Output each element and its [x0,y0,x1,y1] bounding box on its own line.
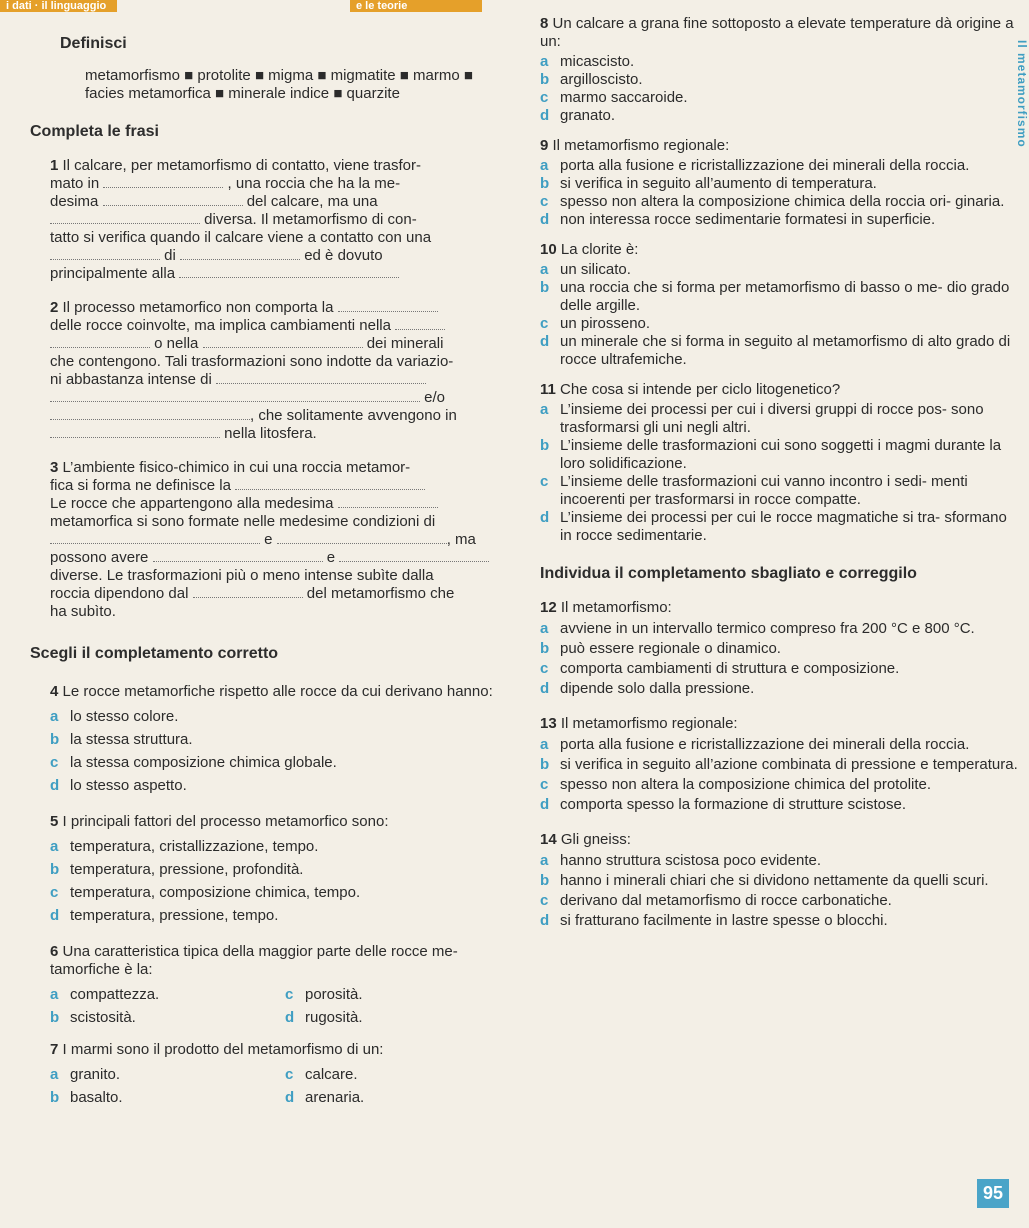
option-9c[interactable]: c spesso non altera la composizione chimica della roccia ori- ginaria. [540,193,1005,210]
option-10d[interactable]: d un minerale che si forma in seguito al metamorfismo di alto grado di rocce ultrafemiche. [540,333,1011,368]
question-5: 5 I principali fattori del processo metamorfico sono: a temperatura, cristallizzazione, tempo. b temperatura, pressione, profondità. c temperatura, composizione chimica, tempo. d temperatura, pressione, tempo. [50,813,520,927]
blank-field[interactable] [235,477,425,490]
option-7d[interactable]: d arenaria. [285,1089,365,1106]
option-9b[interactable]: b si verifica in seguito all’aumento di temperatura. [540,175,877,192]
option-12a[interactable]: a avviene in un intervallo termico compreso fra 200 °C e 800 °C. [540,620,975,637]
option-5d[interactable]: d temperatura, pressione, tempo. [50,907,279,924]
option-14c[interactable]: c derivano dal metamorfismo di rocce carbonatiche. [540,892,892,909]
option-13c[interactable]: c spesso non altera la composizione chimica del protolite. [540,776,932,793]
blank-field[interactable] [50,389,420,402]
blank-field[interactable] [153,549,323,562]
right-column [540,15,1020,931]
option-14a[interactable]: a hanno struttura scistosa poco evidente. [540,852,821,869]
blank-field[interactable] [193,585,303,598]
option-9a[interactable]: a porta alla fusione e ricristallizzazione dei minerali della roccia. [540,157,970,174]
question-14: 14 Gli gneiss: a hanno struttura scistosa poco evidente. b hanno i minerali chiari che si dividono nettamente da quelli scuri. c derivano dal metamorfismo di rocce carbonatiche. d si fratturano facilmente in lastre spesse o blocchi. [540,831,1020,931]
option-13d[interactable]: d comporta spesso la formazione di strutture scistose. [540,796,906,813]
blank-field[interactable] [216,371,426,384]
question-13: 13 Il metamorfismo regionale: a porta alla fusione e ricristallizzazione dei minerali della roccia. b si verifica in seguito all’azione combinata di pressione e temperatura. c spesso non altera la composizione chimica del protolite. d comporta spesso la formazione di strutture scistose. [540,715,1020,815]
question-2: 2 Il processo metamorfico non comporta la delle rocce coinvolte, ma implica cambiamenti nella o nella dei minerali che contengono. Tali trasformazioni sono indotte da variazio- ni abbastanza intense di e/o , che solitamente avvengono in nella litosfera. [50,299,457,442]
option-11c[interactable]: c L’insieme delle trasformazioni cui vanno incontro i sedi- menti incoerenti per trasformarsi in rocce compatte. [540,473,968,508]
blank-field[interactable] [180,247,300,260]
section-tab-dati: i dati · il linguaggio [0,0,117,12]
option-12c[interactable]: c comporta cambiamenti di struttura e composizione. [540,660,900,677]
blank-field[interactable] [50,211,200,224]
question-11: 11 Che cosa si intende per ciclo litogenetico? a L’insieme dei processi per cui i diversi gruppi di rocce pos- sono trasformarsi gli uni negli altri. b L’insieme delle trasformazioni cui sono soggetti i magmi durante la loro solidificazione. c L’insieme delle trasformazioni cui vanno incontro i sedi- menti incoerenti per trasformarsi in rocce compatte. d L’insieme dei processi per cui le rocce magmatiche si tra- sformano in rocce sedimentarie. [540,381,1020,545]
blank-field[interactable] [339,549,489,562]
option-11b[interactable]: b L’insieme delle trasformazioni cui sono soggetti i magmi durante la loro solidificazione. [540,437,1002,472]
option-12b[interactable]: b può essere regionale o dinamico. [540,640,781,657]
question-6: 6 Una caratteristica tipica della maggior parte delle rocce me- tamorfiche è la: a compattezza. b scistosità. c porosità. d rugosità. [50,943,520,1029]
option-7a[interactable]: a granito. [50,1066,121,1083]
question-8: 8 Un calcare a grana fine sottoposto a elevate temperature dà origine a un: a micascisto. b argilloscisto. c marmo saccaroide. d granato. [540,15,1020,125]
option-12d[interactable]: d dipende solo dalla pressione. [540,680,755,697]
blank-field[interactable] [338,495,438,508]
blank-field[interactable] [338,299,438,312]
option-11a[interactable]: a L’insieme dei processi per cui i diversi gruppi di rocce pos- sono trasformarsi gli uni negli altri. [540,401,984,436]
option-7b[interactable]: b basalto. [50,1089,123,1106]
side-chapter-label: Il metamorfismo [1015,40,1029,148]
question-9: 9 Il metamorfismo regionale: a porta alla fusione e ricristallizzazione dei minerali della roccia. b si verifica in seguito all’aumento di temperatura. c spesso non altera la composizione chimica della roccia ori- ginaria. d non interessa rocce sedimentarie formatesi in superficie. [540,137,1020,229]
option-6d[interactable]: d rugosità. [285,1009,363,1026]
left-column [30,35,520,1109]
blank-field[interactable] [203,335,363,348]
blank-field[interactable] [179,265,399,278]
word-bank: metamorfismo ■ protolite ■ migma ■ migmatite ■ marmo ■ facies metamorfica ■ minerale indice ■ quarzite [85,67,473,102]
option-6a[interactable]: a compattezza. [50,986,160,1003]
page-number: 95 [977,1179,1009,1208]
heading-individua: Individua il completamento sbagliato e correggilo [540,565,917,582]
blank-field[interactable] [277,531,447,544]
option-14b[interactable]: b hanno i minerali chiari che si dividono nettamente da quelli scuri. [540,872,989,889]
option-5a[interactable]: a temperatura, cristallizzazione, tempo. [50,838,319,855]
blank-field[interactable] [50,531,260,544]
section-tab-teorie: e le teorie [350,0,482,12]
option-13b[interactable]: b si verifica in seguito all’azione combinata di pressione e temperatura. [540,756,1018,773]
question-3: 3 L’ambiente fisico-chimico in cui una roccia metamor- fica si forma ne definisce la Le rocce che appartengono alla medesima metamorfica si sono formate nelle medesime condizioni di e , ma possono avere e diverse. Le trasformazioni più o meno intense subìte dalla roccia dipendono dal del metamorfismo che ha subìto. [50,459,520,621]
blank-field[interactable] [50,335,150,348]
option-4d[interactable]: d lo stesso aspetto. [50,777,187,794]
option-8a[interactable]: a micascisto. [540,53,635,70]
option-8b[interactable]: b argilloscisto. [540,71,643,88]
option-9d[interactable]: d non interessa rocce sedimentarie formatesi in superficie. [540,211,936,228]
question-12: 12 Il metamorfismo: a avviene in un intervallo termico compreso fra 200 °C e 800 °C. b può essere regionale o dinamico. c comporta cambiamenti di struttura e composizione. d dipende solo dalla pressione. [540,599,1020,699]
option-7c[interactable]: c calcare. [285,1066,358,1083]
blank-field[interactable] [103,193,243,206]
blank-field[interactable] [50,425,220,438]
option-14d[interactable]: d si fratturano facilmente in lastre spesse o blocchi. [540,912,888,929]
option-13a[interactable]: a porta alla fusione e ricristallizzazione dei minerali della roccia. [540,736,970,753]
option-6b[interactable]: b scistosità. [50,1009,136,1026]
heading-completa: Completa le frasi [30,123,159,140]
question-1: 1 Il calcare, per metamorfismo di contatto, viene trasfor- mato in , una roccia che ha la me- desima del calcare, ma una diversa. Il metamorfismo di con- tatto si verifica quando il calcare viene a contatto con una di ed è dovuto principalmente alla [50,157,432,282]
option-5c[interactable]: c temperatura, composizione chimica, tempo. [50,884,361,901]
option-6c[interactable]: c porosità. [285,986,363,1003]
blank-field[interactable] [50,247,160,260]
option-10b[interactable]: b una roccia che si forma per metamorfismo di basso o me- dio grado delle argille. [540,279,1010,314]
option-8c[interactable]: c marmo saccaroide. [540,89,688,106]
option-5b[interactable]: b temperatura, pressione, profondità. [50,861,304,878]
option-8d[interactable]: d granato. [540,107,616,124]
option-4c[interactable]: c la stessa composizione chimica globale. [50,754,337,771]
heading-scegli: Scegli il completamento corretto [30,645,279,662]
blank-field[interactable] [395,317,445,330]
option-4b[interactable]: b la stessa struttura. [50,731,193,748]
option-10a[interactable]: a un silicato. [540,261,631,278]
question-4: 4 Le rocce metamorfiche rispetto alle rocce da cui derivano hanno: a lo stesso colore. b la stessa struttura. c la stessa composizione chimica globale. d lo stesso aspetto. [50,683,520,797]
blank-field[interactable] [103,175,223,188]
question-10: 10 La clorite è: a un silicato. b una roccia che si forma per metamorfismo di basso o me- dio grado delle argille. c un pirosseno. d un minerale che si forma in seguito al metamorfismo di alto grado di rocce ultrafemiche. [540,241,1020,369]
option-4a[interactable]: a lo stesso colore. [50,708,179,725]
blank-field[interactable] [50,407,250,420]
option-10c[interactable]: c un pirosseno. [540,315,651,332]
question-7: 7 I marmi sono il prodotto del metamorfismo di un: a granito. b basalto. c calcare. d arenaria. [50,1041,520,1109]
option-11d[interactable]: d L’insieme dei processi per cui le rocce magmatiche si tra- sformano in rocce sedimentarie. [540,509,1007,544]
heading-definisci: Definisci [60,35,127,52]
